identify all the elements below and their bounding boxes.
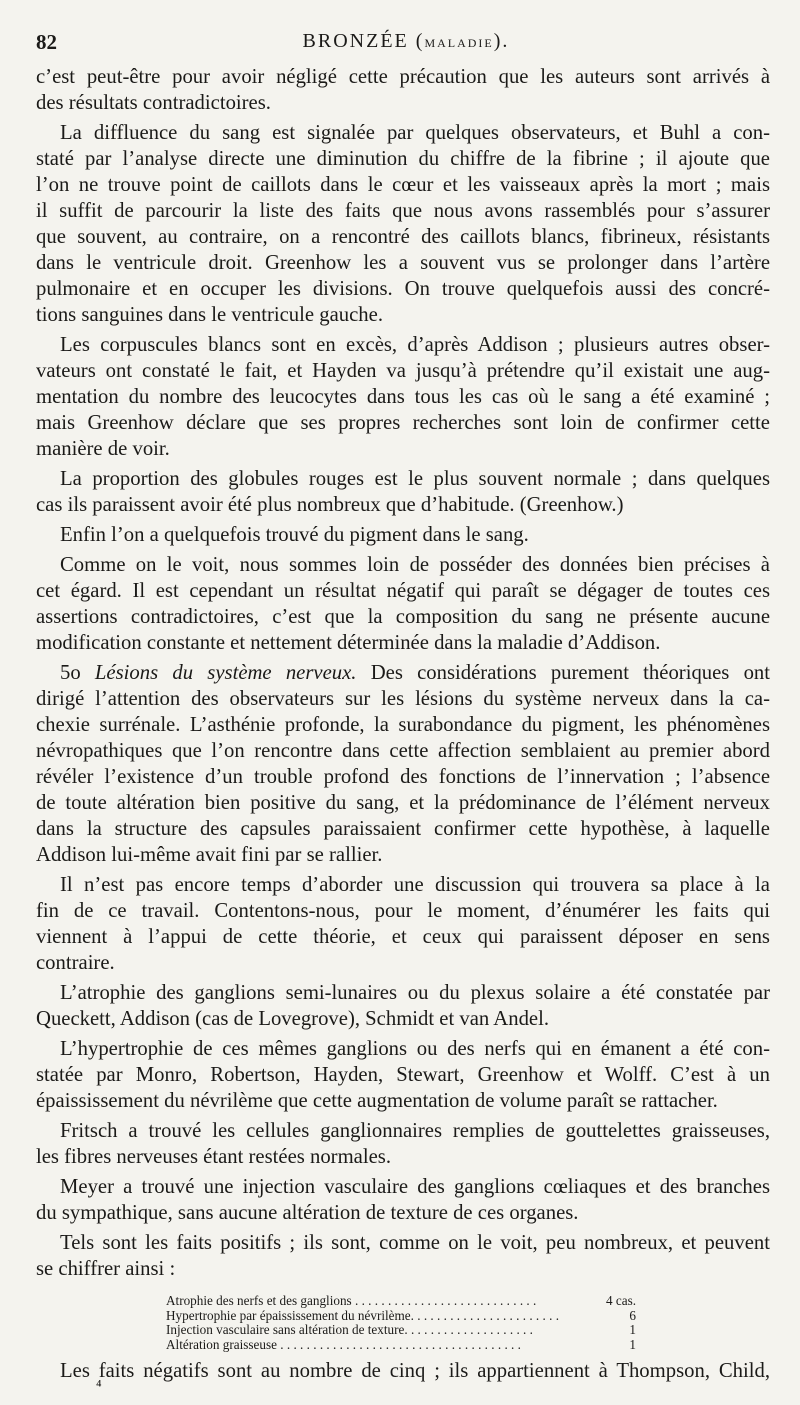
text-line: névropathiques que l’on rencontre dans cette affection semblaient au premier abord xyxy=(36,740,770,762)
paragraph xyxy=(36,64,770,116)
table-row-count: 1 xyxy=(629,1336,636,1352)
table-row xyxy=(166,1294,636,1309)
table-row-label: Injection vasculaire sans altération de texture. . . . . . . . . . . . . . . . . . . . xyxy=(166,1323,533,1337)
text-line: chexie surrénale. L’asthénie profonde, la surabondance du pigment, les phénomènes xyxy=(36,714,770,736)
text-line: tions sanguines dans le ventricule gauche. xyxy=(36,304,383,326)
text-line: Enfin l’on a quelquefois trouvé du pigment dans le sang. xyxy=(60,524,529,546)
paragraph xyxy=(36,1174,770,1226)
page-header xyxy=(36,30,776,64)
paragraph xyxy=(36,522,770,548)
text-line: de toute altération bien positive du sang, et la prédominance de l’élément nerveux xyxy=(36,792,770,814)
table-row-count: 1 xyxy=(629,1322,636,1337)
text-line: l’on ne trouve point de caillots dans le cœur et les vaisseaux après la mort ; mais xyxy=(36,174,770,196)
text-line: vateurs ont constaté le fait, et Hayden va jusqu’à prétendre qu’il existait une aug- xyxy=(36,360,770,382)
footer-mark: ⁴ xyxy=(96,1378,102,1395)
text-line: Addison lui-même avait fini par se rallier. xyxy=(36,844,383,866)
text-line: Comme on le voit, nous sommes loin de posséder des données bien précises à xyxy=(60,554,770,576)
text-line: se chiffrer ainsi : xyxy=(36,1258,176,1280)
closing-line: Les faits négatifs sont au nombre de cinq ; ils appartiennent à Thompson, Child, xyxy=(60,1360,770,1382)
text-line: mais Greenhow déclare que ses propres recherches sont loin de confirmer cette xyxy=(36,412,770,434)
text-line: mentation du nombre des leucocytes dans tous les cas où le sang a été examiné ; xyxy=(36,386,770,408)
text-line: dans la structure des capsules paraissaient confirmer cette hypothèse, à laquelle xyxy=(36,818,770,840)
text-line: contraire. xyxy=(36,952,115,974)
text-line: révéler l’existence d’un trouble profond des fonctions de l’innervation ; l’absence xyxy=(36,766,770,788)
paragraph xyxy=(36,872,770,976)
running-head-end: ). xyxy=(493,30,510,52)
text-line: Tels sont les faits positifs ; ils sont, comme on le voit, peu nombreux, et peuvent xyxy=(60,1232,770,1254)
body-text xyxy=(36,64,770,1384)
text-line: épaississement du névrilème que cette augmentation de volume paraît se rattacher. xyxy=(36,1090,718,1112)
text-line: que souvent, au contraire, on a rencontré des caillots blancs, fibrineux, résistants xyxy=(36,226,770,248)
text-line: La proportion des globules rouges est le plus souvent normale ; dans quelques xyxy=(60,468,770,490)
section-heading: Lésions du système nerveux. xyxy=(94,662,357,684)
text-line: des résultats contradictoires. xyxy=(36,92,271,114)
text-line: fin de ce travail. Contentons-nous, pour le moment, d’énumérer les faits qui xyxy=(36,900,770,922)
section-number: 5o xyxy=(60,662,95,684)
table-row-count: 4 cas. xyxy=(605,1293,636,1308)
text-line: les fibres nerveuses étant restées normales. xyxy=(36,1146,392,1168)
text-line: Les corpuscules blancs sont en excès, d’après Addison ; plusieurs autres obser- xyxy=(60,334,770,356)
text-line-content: Des considérations purement théoriques ont xyxy=(370,662,771,684)
text-line: Fritsch a trouvé les cellules ganglionnaires remplies de gouttelettes graisseuses, xyxy=(60,1120,770,1142)
paragraph xyxy=(36,1230,770,1282)
text-line: cet égard. Il est cependant un résultat négatif qui paraît se dégager de toutes ces xyxy=(36,580,770,602)
running-head-smallcaps: MALADIE xyxy=(424,36,494,50)
table-row-count: 6 xyxy=(629,1307,636,1323)
paragraph xyxy=(36,660,770,868)
paragraph xyxy=(36,120,770,328)
text-line: Queckett, Addison (cas de Lovegrove), Schmidt et van Andel. xyxy=(36,1008,550,1030)
text-line: Il n’est pas encore temps d’aborder une discussion qui trouvera sa place à la xyxy=(60,874,770,896)
paragraph xyxy=(36,980,770,1032)
text-line: c’est peut-être pour avoir négligé cette précaution que les auteurs sont arrivés à xyxy=(36,66,770,88)
table-row xyxy=(166,1309,636,1324)
page-number: 82 xyxy=(36,30,57,54)
paragraph xyxy=(36,1036,770,1114)
summary-table xyxy=(166,1294,636,1352)
paragraph xyxy=(36,332,770,462)
text-line: L’hypertrophie de ces mêmes ganglions ou des nerfs qui en émanent a été con- xyxy=(60,1038,770,1060)
text-line: dans le ventricule droit. Greenhow les a souvent vus se prolonger dans l’artère xyxy=(36,252,770,274)
text-line xyxy=(36,660,770,686)
table-row xyxy=(166,1323,636,1338)
text-line: viennent à l’appui de cette théorie, et ceux qui paraissent déposer en sens xyxy=(36,926,770,948)
text-line: staté par l’analyse directe une diminution du chiffre de la fibrine ; il ajoute que xyxy=(36,148,770,170)
text-line: il suffit de parcourir la liste des faits que nous avons rassemblés pour s’assurer xyxy=(36,200,770,222)
text-line: Meyer a trouvé une injection vasculaire des ganglions cœliaques et des branches xyxy=(60,1176,770,1198)
text-line: du sympathique, sans aucune altération de texture de ces organes. xyxy=(36,1202,579,1224)
running-head xyxy=(36,30,776,53)
table-row-label: Hypertrophie par épaississement du névrilème. . . . . . . . . . . . . . . . . . . . . . . xyxy=(166,1308,559,1323)
paragraph xyxy=(36,466,770,518)
text-line: pulmonaire et en occuper les divisions. On trouve quelquefois aussi des concré- xyxy=(36,278,770,300)
text-line: assertions contradictoires, c’est que la composition du sang ne présente aucune xyxy=(36,606,770,628)
running-head-main: BRONZÉE ( xyxy=(302,30,425,52)
text-line: statée par Monro, Robertson, Hayden, Stewart, Greenhow et Wolff. C’est à un xyxy=(36,1064,770,1086)
table-row xyxy=(166,1338,636,1353)
text-line: manière de voir. xyxy=(36,438,170,460)
text-line: La diffluence du sang est signalée par quelques observateurs, et Buhl a con- xyxy=(60,122,770,144)
paragraph xyxy=(36,552,770,656)
paragraph xyxy=(36,1118,770,1170)
table-row-label: Altération graisseuse . . . . . . . . . . . . . . . . . . . . . . . . . . . . . . . . . . . . . xyxy=(166,1337,521,1352)
text-line: dirigé l’attention des observateurs sur les lésions du système nerveux dans la ca- xyxy=(36,688,770,710)
text-line: L’atrophie des ganglions semi-lunaires ou du plexus solaire a été constatée par xyxy=(60,982,770,1004)
text-line: modification constante et nettement déterminée dans la maladie d’Addison. xyxy=(36,632,661,654)
table-row-label: Atrophie des nerfs et des ganglions . . . . . . . . . . . . . . . . . . . . . . . . . . . . xyxy=(166,1294,537,1308)
text-line: cas ils paraissent avoir été plus nombreux que d’habitude. (Greenhow.) xyxy=(36,494,624,516)
